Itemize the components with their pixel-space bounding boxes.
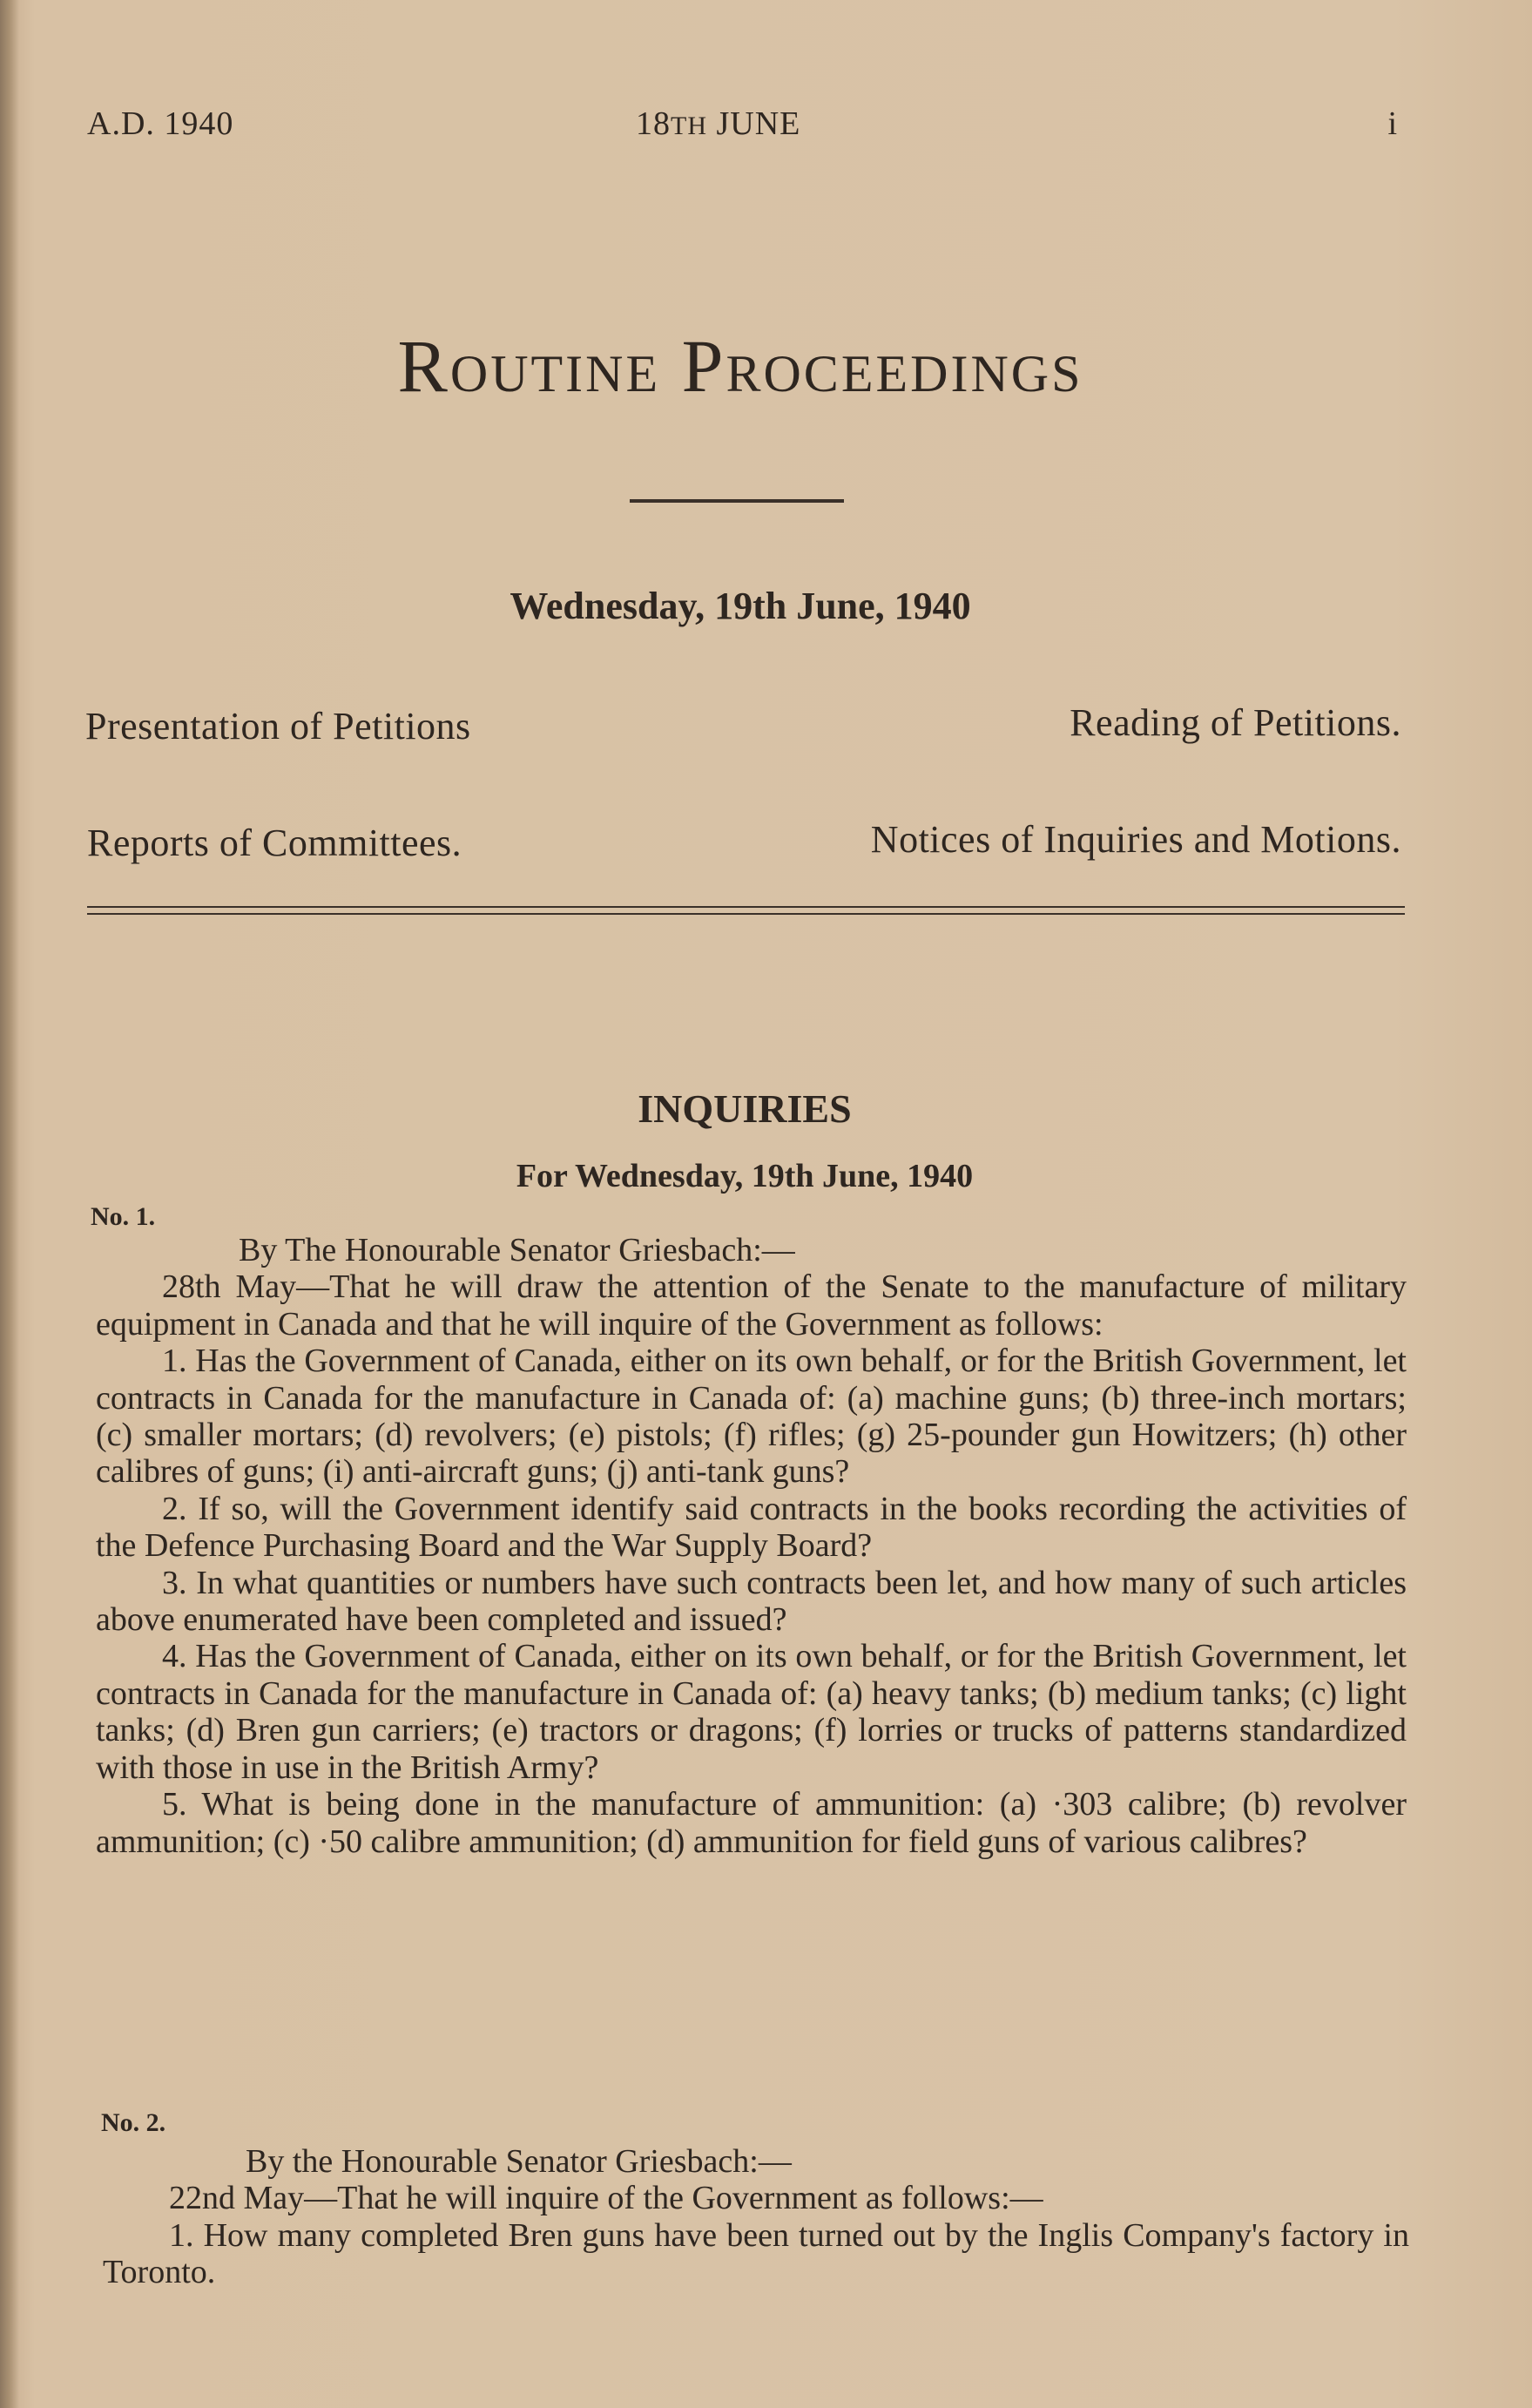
inquiry-paragraph: 1. Has the Government of Canada, either on its own behalf, or for the British Government, let contracts in Canada for the manufacture in Canada of: (a) machine guns; (b) three-inch mortars; (c) smaller mortars; (d) revolvers; (e) pistols; (f) rifles; (g) 25-pounder gun Howitzers; (h) other calibres of guns; (i) anti-aircraft guns; (j) anti-tank guns?	[96, 1343, 1407, 1491]
header-day-suffix: TH	[671, 112, 707, 140]
header-month: JUNE	[716, 105, 801, 142]
inquiry-author: By the Honourable Senator Griesbach:—	[246, 2143, 792, 2180]
order-item-presentation-of-petitions: Presentation of Petitions	[85, 705, 471, 747]
inquiries-subheading: For Wednesday, 19th June, 1940	[516, 1158, 974, 1194]
page-number: i	[1387, 105, 1398, 142]
inquiry-paragraph: 28th May—That he will draw the attention of the Senate to the manufacture of military equipment in Canada and that he will inquire of the Government as follows:	[96, 1268, 1407, 1343]
inquiry-number: No. 1.	[91, 1202, 156, 1231]
header-year: A.D. 1940	[87, 105, 234, 142]
page-title: Routine Proceedings	[397, 324, 1083, 408]
inquiry-paragraph: 22nd May—That he will inquire of the Government as follows:—	[169, 2180, 1043, 2217]
inquiry-paragraph: 2. If so, will the Government identify said contracts in the books recording the activities of the Defence Purchasing Board and the War Supply Board?	[96, 1490, 1407, 1565]
inquiry-author: By The Honourable Senator Griesbach:—	[239, 1232, 795, 1268]
inquiry-paragraph: 1. How many completed Bren guns have been turned out by the Inglis Company's factory in Toronto.	[103, 2216, 1409, 2291]
inquiry-paragraph: 3. In what quantities or numbers have such contracts been let, and how many of such articles above enumerated have been completed and issued?	[96, 1564, 1407, 1639]
order-item-reading-of-petitions: Reading of Petitions.	[1070, 701, 1401, 744]
order-item-notices-of-inquiries: Notices of Inquiries and Motions.	[870, 818, 1401, 861]
title-divider	[630, 499, 844, 503]
header-date	[636, 105, 800, 143]
header-day: 18	[636, 105, 671, 142]
order-item-reports-of-committees: Reports of Committees.	[87, 822, 462, 864]
inquiry-2	[103, 2143, 1409, 2291]
inquiry-1	[96, 1232, 1407, 1860]
running-header	[87, 105, 1398, 148]
inquiries-heading: INQUIRIES	[638, 1086, 852, 1131]
section-divider	[87, 906, 1405, 915]
date-heading: Wednesday, 19th June, 1940	[510, 585, 971, 627]
inquiry-paragraph: 5. What is being done in the manufacture of ammunition: (a) ·303 calibre; (b) revolver ammunition; (c) ·50 calibre ammunition; (d) ammunition for field guns of various calibres?	[96, 1786, 1407, 1860]
inquiry-paragraph: 4. Has the Government of Canada, either on its own behalf, or for the British Government, let contracts in Canada for the manufacture in Canada of: (a) heavy tanks; (b) medium tanks; (c) light tanks; (d) Bren gun carriers; (e) tractors or dragons; (f) lorries or trucks of patterns standardized with those in use in the British Army?	[96, 1638, 1407, 1786]
inquiry-number: No. 2.	[101, 2108, 166, 2137]
